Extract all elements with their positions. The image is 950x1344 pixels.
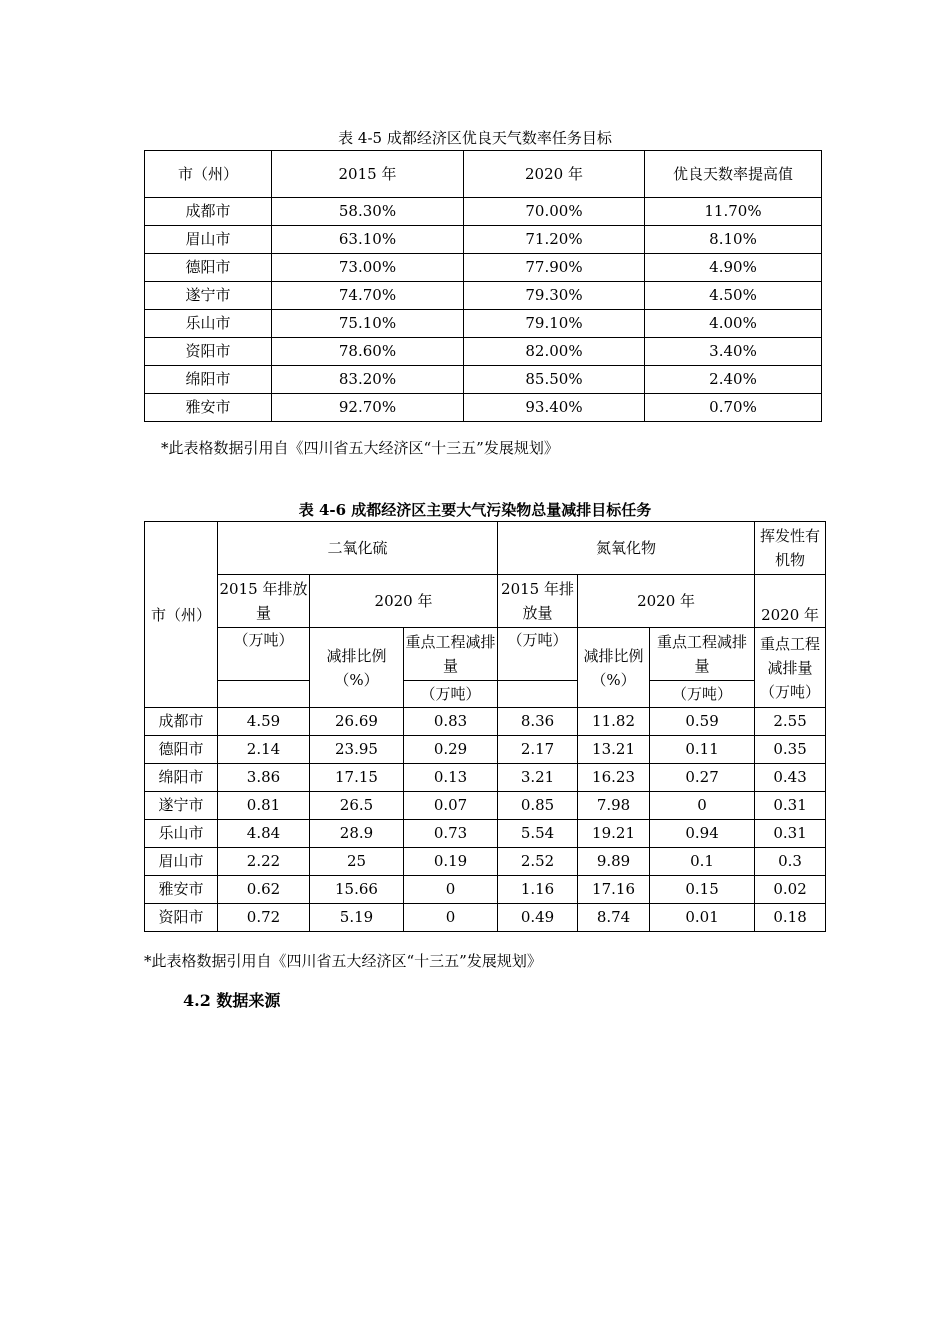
- table-row: [145, 198, 822, 226]
- table-row: [145, 254, 822, 282]
- value-cell: 58.30%: [272, 198, 464, 226]
- so2-unit-spacer: [218, 681, 310, 708]
- value-cell: 4.59: [218, 708, 310, 736]
- value-cell: 25: [310, 848, 404, 876]
- value-cell: 0.70%: [645, 394, 822, 422]
- nox-base-header: 2015 年排放量: [498, 575, 578, 628]
- city-cell: 绵阳市: [145, 764, 218, 792]
- value-cell: 3.86: [218, 764, 310, 792]
- value-cell: 82.00%: [464, 338, 645, 366]
- value-cell: 79.30%: [464, 282, 645, 310]
- value-cell: 71.20%: [464, 226, 645, 254]
- so2-base-header: 2015 年排放量: [218, 575, 310, 628]
- table1-note: *此表格数据引用自《四川省五大经济区“十三五”发展规划》: [161, 439, 559, 457]
- value-cell: 0.35: [755, 736, 826, 764]
- value-cell: 70.00%: [464, 198, 645, 226]
- table-row: [145, 366, 822, 394]
- value-cell: 74.70%: [272, 282, 464, 310]
- value-cell: 16.23: [578, 764, 650, 792]
- city-cell: 德阳市: [145, 254, 272, 282]
- value-cell: 17.15: [310, 764, 404, 792]
- value-cell: 11.82: [578, 708, 650, 736]
- value-cell: 2.22: [218, 848, 310, 876]
- table-header-row: [145, 681, 826, 708]
- table2-caption: 表 4-6 成都经济区主要大气污染物总量减排目标任务: [298, 501, 652, 519]
- value-cell: 0.01: [650, 904, 755, 932]
- city-cell: 成都市: [145, 198, 272, 226]
- value-cell: 0.31: [755, 820, 826, 848]
- value-cell: 19.21: [578, 820, 650, 848]
- value-cell: 63.10%: [272, 226, 464, 254]
- table-row: [145, 394, 822, 422]
- table-row: [145, 338, 822, 366]
- voc-project-header: 重点工程减排量（万吨）: [755, 628, 826, 708]
- col-header-increase: 优良天数率提高值: [645, 151, 822, 198]
- nox-project-unit: （万吨）: [650, 681, 755, 708]
- table-row: [145, 310, 822, 338]
- table-row: [145, 764, 826, 792]
- city-cell: 雅安市: [145, 394, 272, 422]
- value-cell: 0.72: [218, 904, 310, 932]
- table-row: [145, 792, 826, 820]
- nox-ratio-header: 减排比例（%）: [578, 628, 650, 708]
- value-cell: 4.84: [218, 820, 310, 848]
- value-cell: 0.94: [650, 820, 755, 848]
- table-row: [145, 708, 826, 736]
- city-cell: 遂宁市: [145, 792, 218, 820]
- value-cell: 2.17: [498, 736, 578, 764]
- value-cell: 28.9: [310, 820, 404, 848]
- value-cell: 0.07: [404, 792, 498, 820]
- value-cell: 0.13: [404, 764, 498, 792]
- value-cell: 8.74: [578, 904, 650, 932]
- city-cell: 遂宁市: [145, 282, 272, 310]
- city-cell: 资阳市: [145, 904, 218, 932]
- nox-project-header: 重点工程减排量: [650, 628, 755, 681]
- value-cell: 13.21: [578, 736, 650, 764]
- value-cell: 79.10%: [464, 310, 645, 338]
- col-header-2020: 2020 年: [464, 151, 645, 198]
- value-cell: 3.40%: [645, 338, 822, 366]
- so2-project-header: 重点工程减排量: [404, 628, 498, 681]
- value-cell: 0.73: [404, 820, 498, 848]
- value-cell: 0: [404, 876, 498, 904]
- nox-unit-spacer: [498, 681, 578, 708]
- value-cell: 17.16: [578, 876, 650, 904]
- value-cell: 7.98: [578, 792, 650, 820]
- value-cell: 0.49: [498, 904, 578, 932]
- city-cell: 绵阳市: [145, 366, 272, 394]
- value-cell: 3.21: [498, 764, 578, 792]
- value-cell: 0.85: [498, 792, 578, 820]
- table-header-row: [145, 575, 826, 628]
- col-header-city: 市（州）: [145, 522, 218, 708]
- value-cell: 0.59: [650, 708, 755, 736]
- value-cell: 73.00%: [272, 254, 464, 282]
- city-cell: 资阳市: [145, 338, 272, 366]
- city-cell: 雅安市: [145, 876, 218, 904]
- value-cell: 0.81: [218, 792, 310, 820]
- table1-caption: 表 4-5 成都经济区优良天气数率任务目标: [338, 129, 612, 147]
- value-cell: 92.70%: [272, 394, 464, 422]
- value-cell: 26.69: [310, 708, 404, 736]
- emission-reduction-table: [144, 521, 826, 932]
- col-header-city: 市（州）: [145, 151, 272, 198]
- value-cell: 0.1: [650, 848, 755, 876]
- value-cell: 2.40%: [645, 366, 822, 394]
- value-cell: 0: [404, 904, 498, 932]
- value-cell: 0.83: [404, 708, 498, 736]
- value-cell: 0.29: [404, 736, 498, 764]
- value-cell: 0.02: [755, 876, 826, 904]
- nox-unit: （万吨）: [498, 628, 578, 681]
- so2-target-header: 2020 年: [310, 575, 498, 628]
- value-cell: 26.5: [310, 792, 404, 820]
- value-cell: 75.10%: [272, 310, 464, 338]
- value-cell: 11.70%: [645, 198, 822, 226]
- value-cell: 0.27: [650, 764, 755, 792]
- table-row: [145, 282, 822, 310]
- table-header-row: [145, 151, 822, 198]
- value-cell: 2.55: [755, 708, 826, 736]
- table-row: [145, 876, 826, 904]
- value-cell: 0: [650, 792, 755, 820]
- value-cell: 8.10%: [645, 226, 822, 254]
- value-cell: 23.95: [310, 736, 404, 764]
- city-cell: 乐山市: [145, 820, 218, 848]
- section-heading: 4.2 数据来源: [183, 991, 281, 1010]
- good-air-days-table: [144, 150, 822, 422]
- value-cell: 0.31: [755, 792, 826, 820]
- table-row: [145, 736, 826, 764]
- value-cell: 0.11: [650, 736, 755, 764]
- table-row: [145, 848, 826, 876]
- table-row: [145, 904, 826, 932]
- city-cell: 成都市: [145, 708, 218, 736]
- value-cell: 2.14: [218, 736, 310, 764]
- value-cell: 0.62: [218, 876, 310, 904]
- so2-ratio-header: 减排比例（%）: [310, 628, 404, 708]
- value-cell: 9.89: [578, 848, 650, 876]
- value-cell: 0.18: [755, 904, 826, 932]
- value-cell: 4.00%: [645, 310, 822, 338]
- value-cell: 4.50%: [645, 282, 822, 310]
- value-cell: 5.54: [498, 820, 578, 848]
- value-cell: 78.60%: [272, 338, 464, 366]
- city-cell: 乐山市: [145, 310, 272, 338]
- value-cell: 0.3: [755, 848, 826, 876]
- nox-target-header: 2020 年: [578, 575, 755, 628]
- col-header-2015: 2015 年: [272, 151, 464, 198]
- value-cell: 5.19: [310, 904, 404, 932]
- value-cell: 93.40%: [464, 394, 645, 422]
- table2-note: *此表格数据引用自《四川省五大经济区“十三五”发展规划》: [144, 952, 542, 970]
- value-cell: 83.20%: [272, 366, 464, 394]
- table-header-row: [145, 628, 826, 681]
- group-header-so2: 二氧化硫: [218, 522, 498, 575]
- value-cell: 4.90%: [645, 254, 822, 282]
- value-cell: 0.15: [650, 876, 755, 904]
- value-cell: 0.19: [404, 848, 498, 876]
- value-cell: 85.50%: [464, 366, 645, 394]
- table-row: [145, 820, 826, 848]
- value-cell: 0.43: [755, 764, 826, 792]
- value-cell: 15.66: [310, 876, 404, 904]
- group-header-voc: 挥发性有机物: [755, 522, 826, 575]
- value-cell: 2.52: [498, 848, 578, 876]
- voc-target-header: 2020 年: [755, 575, 826, 628]
- city-cell: 眉山市: [145, 226, 272, 254]
- city-cell: 德阳市: [145, 736, 218, 764]
- value-cell: 77.90%: [464, 254, 645, 282]
- so2-project-unit: （万吨）: [404, 681, 498, 708]
- group-header-nox: 氮氧化物: [498, 522, 755, 575]
- city-cell: 眉山市: [145, 848, 218, 876]
- table-header-row: [145, 522, 826, 575]
- value-cell: 8.36: [498, 708, 578, 736]
- table-row: [145, 226, 822, 254]
- value-cell: 1.16: [498, 876, 578, 904]
- so2-unit: （万吨）: [218, 628, 310, 681]
